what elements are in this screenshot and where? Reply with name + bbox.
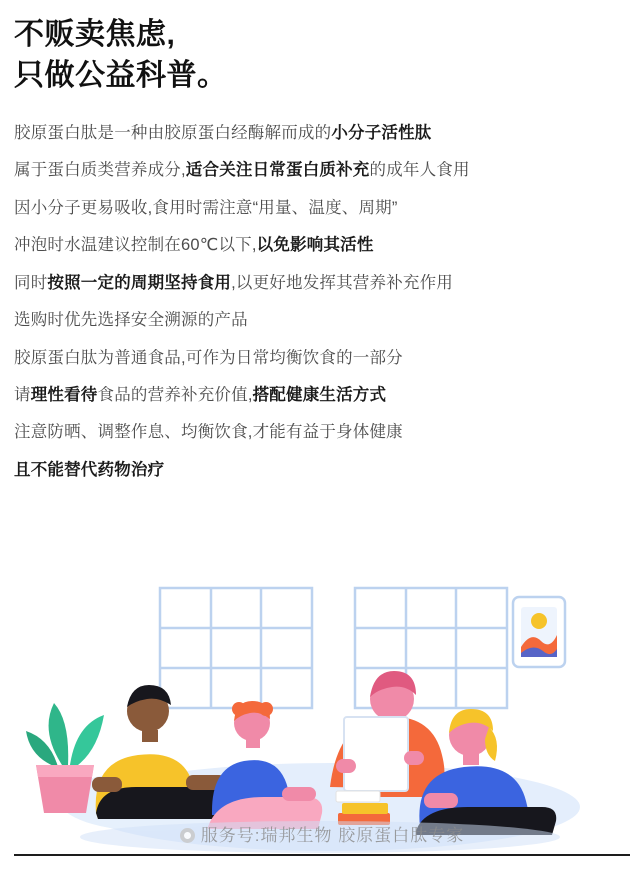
paper-sheet bbox=[344, 717, 408, 791]
window-grid-left bbox=[160, 588, 312, 708]
paragraph-5: 同时按照一定的周期坚持食用,以更好地发挥其营养补充作用 bbox=[14, 273, 453, 292]
paragraph-2: 属于蛋白质类营养成分,适合关注日常蛋白质补充的成年人食用 bbox=[14, 161, 470, 180]
paragraph-1: 胶原蛋白肽是一种由胶原蛋白经酶解而成的小分子活性肽 bbox=[14, 123, 432, 142]
paragraph-4: 冲泡时水温建议控制在60℃以下,以免影响其活性 bbox=[14, 236, 374, 255]
person-orange-sweater bbox=[330, 671, 448, 797]
paragraph-9: 注意防晒、调整作息、均衡饮食,才能有益于身体健康 bbox=[14, 423, 403, 442]
headline-line-1: 不贩卖焦虑, bbox=[14, 18, 176, 51]
footer-divider bbox=[14, 854, 630, 856]
body-paragraphs bbox=[14, 115, 630, 490]
paragraph-3: 因小分子更易吸收,食用时需注意“用量、温度、周期” bbox=[14, 198, 398, 217]
watermark-logo-icon bbox=[180, 828, 195, 843]
person-yellow-shirt bbox=[92, 685, 226, 819]
paragraph-6: 选购时优先选择安全溯源的产品 bbox=[14, 311, 248, 330]
paragraph-8: 请理性看待食品的营养补充价值,搭配健康生活方式 bbox=[14, 385, 387, 404]
paragraph-10: 且不能替代药物治疗 bbox=[14, 460, 165, 479]
headline-line-2: 只做公益科普。 bbox=[14, 59, 228, 93]
watermark-text: 服务号:瑞邦生物 胶原蛋白肽专家 bbox=[200, 826, 465, 845]
watermark bbox=[0, 821, 644, 846]
picture-frame bbox=[513, 597, 565, 667]
paragraph-7: 胶原蛋白肽为普通食品,可作为日常均衡饮食的一部分 bbox=[14, 348, 403, 367]
headline bbox=[14, 0, 630, 97]
